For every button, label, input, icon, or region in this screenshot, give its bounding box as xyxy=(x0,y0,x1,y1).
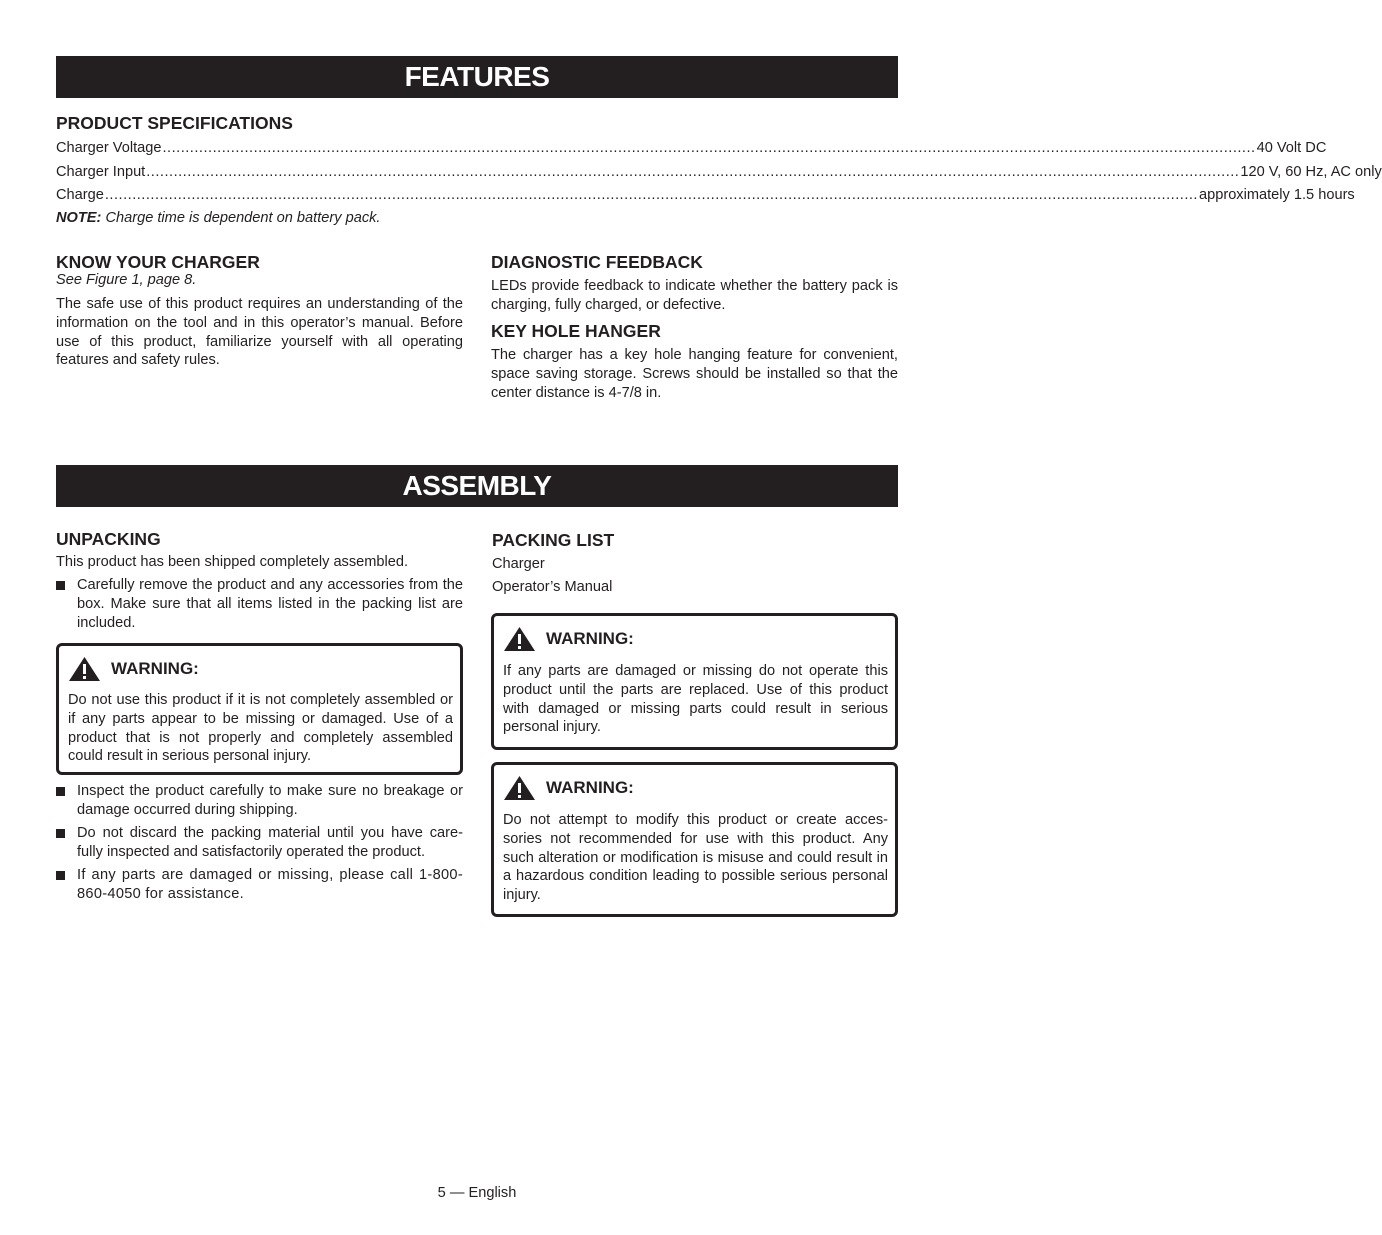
spec-row-charger-voltage xyxy=(56,138,1327,158)
list-item-text: Inspect the product carefully to make sure no breakage or damage occurred during shipping. xyxy=(77,783,463,818)
warning-label: WARNING: xyxy=(111,659,199,678)
square-bullet-icon xyxy=(56,829,65,838)
spec-row-charger-input xyxy=(56,162,1382,182)
charge-time-note xyxy=(56,209,656,228)
list-item xyxy=(56,866,463,904)
spec-label: Charger Voltage xyxy=(56,140,162,156)
spec-value: 120 V, 60 Hz, AC only xyxy=(1240,164,1382,180)
note-label: NOTE: xyxy=(56,210,102,226)
dot-leader: ................................................................................................................................................................................................................................................ xyxy=(146,164,1240,180)
unpacking-heading: UNPACKING xyxy=(56,529,161,549)
packing-list-heading: PACKING LIST xyxy=(492,530,615,550)
warning-box-damaged-parts xyxy=(491,613,898,750)
key-hole-hanger-heading: KEY HOLE HANGER xyxy=(491,321,661,341)
square-bullet-icon xyxy=(56,581,65,590)
warning-triangle-icon xyxy=(503,775,536,801)
list-item xyxy=(56,576,463,632)
warning-header xyxy=(503,626,634,652)
warning-text: If any parts are damaged or missing do not operate this product until the parts are replaced. Use of this product with damaged or missing parts could result in serious personal injury. xyxy=(503,663,888,736)
warning-triangle-icon xyxy=(68,656,101,682)
warning-box-unpacking xyxy=(56,643,463,775)
assembly-banner: ASSEMBLY xyxy=(56,465,898,507)
square-bullet-icon xyxy=(56,871,65,880)
note-text: Charge time is dependent on battery pack. xyxy=(101,210,381,226)
packing-list-item: Operator’s Manual xyxy=(492,579,613,595)
warning-box-modification xyxy=(491,762,898,917)
list-item-text: Carefully remove the product and any accessories from the box. Make sure that all items listed in the packing list are included. xyxy=(77,577,463,631)
product-specifications-heading: PRODUCT SPECIFICATIONS xyxy=(56,113,293,133)
key-hole-hanger-text: The charger has a key hole hanging feature for convenient, space saving storage. Screws should be installed so that the center distance is 4-7/8 in. xyxy=(491,347,898,401)
list-item-text: If any parts are damaged or missing, please call 1-800-860-4050 for assistance. xyxy=(77,867,463,902)
spec-value: approximately 1.5 hours xyxy=(1198,187,1355,203)
warning-triangle-icon xyxy=(503,626,536,652)
unpacking-intro: This product has been shipped completely assembled. xyxy=(56,554,409,570)
warning-label: WARNING: xyxy=(546,778,634,797)
diagnostic-feedback-text: LEDs provide feedback to indicate whether the battery pack is charging, fully charged, or defective. xyxy=(491,278,898,313)
spec-value: 40 Volt DC xyxy=(1256,140,1327,156)
see-figure-reference: See Figure 1, page 8. xyxy=(56,272,197,288)
know-your-charger-text: The safe use of this product requires an understanding of the information on the tool and in this operator’s manual. Before use of this product, familiarize yourself with all operating features and safety rules. xyxy=(56,296,463,369)
dot-leader: ................................................................................................................................................................................................................................................ xyxy=(104,187,1198,203)
warning-text: Do not attempt to modify this product or create acces-sories not recommended for use with this product. Any such alteration or modification is misuse and could result in a hazardous condition leading to possible serious personal injury. xyxy=(503,812,888,904)
list-item xyxy=(56,782,463,820)
warning-header xyxy=(503,775,634,801)
warning-text: Do not use this product if it is not completely assembled or if any parts appear to be missing or damaged. Use of a product that is not properly and completely assembled could result in serious personal injury. xyxy=(68,692,453,765)
diagnostic-feedback-heading: DIAGNOSTIC FEEDBACK xyxy=(491,252,703,272)
spec-row-charge xyxy=(56,185,1355,205)
packing-list-item: Charger xyxy=(492,556,545,572)
spec-label: Charge xyxy=(56,187,104,203)
features-banner: FEATURES xyxy=(56,56,898,98)
warning-label: WARNING: xyxy=(546,629,634,648)
list-item-text: Do not discard the packing material until you have care-fully inspected and satisfactorily operated the product. xyxy=(77,825,463,860)
list-item xyxy=(56,824,463,862)
spec-label: Charger Input xyxy=(56,164,146,180)
warning-header xyxy=(68,656,199,682)
page-footer: 5 — English xyxy=(437,1185,517,1201)
square-bullet-icon xyxy=(56,787,65,796)
dot-leader: ................................................................................................................................................................................................................................................ xyxy=(162,140,1256,156)
know-your-charger-heading: KNOW YOUR CHARGER xyxy=(56,252,260,272)
